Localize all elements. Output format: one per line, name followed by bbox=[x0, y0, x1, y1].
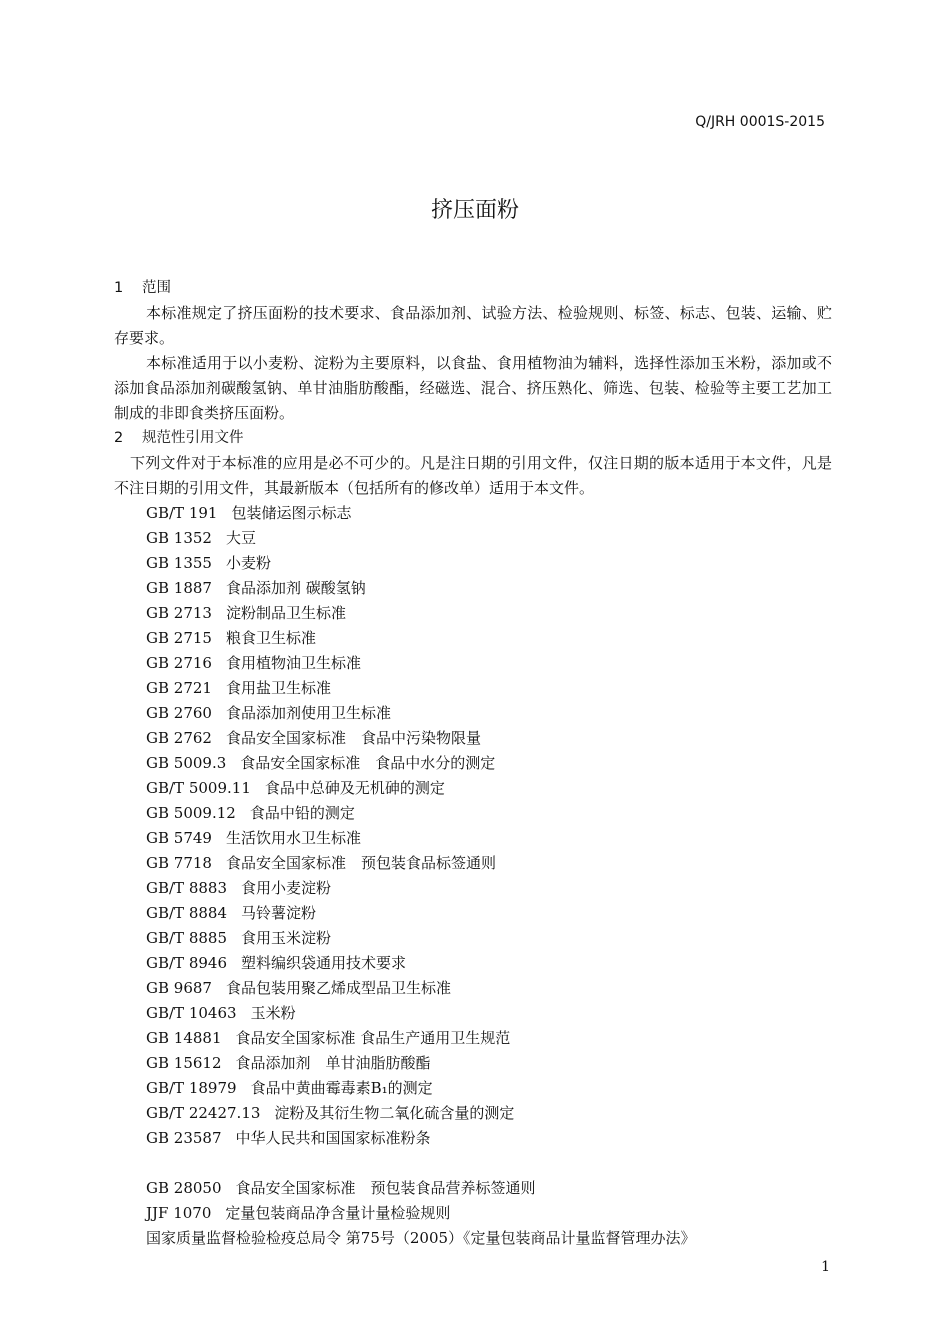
reference-title: 马铃薯淀粉 bbox=[241, 904, 317, 922]
page-number: 1 bbox=[821, 1259, 830, 1275]
reference-code: GB 2713 bbox=[146, 604, 212, 622]
page-title: 挤压面粉 bbox=[430, 198, 519, 223]
section-2-title: 规范性引用文件 bbox=[142, 430, 244, 446]
reference-title: 食用小麦淀粉 bbox=[241, 879, 332, 897]
reference-code: GB 5749 bbox=[146, 829, 212, 847]
document-body bbox=[114, 276, 832, 1251]
reference-item bbox=[146, 1076, 832, 1101]
reference-code: GB 1887 bbox=[146, 579, 212, 597]
section-1-title: 范围 bbox=[142, 280, 171, 296]
reference-code: GB 2716 bbox=[146, 654, 212, 672]
document-code: Q/JRH 0001S-2015 bbox=[695, 114, 825, 130]
reference-code: GB/T 18979 bbox=[146, 1079, 237, 1097]
reference-title: 食品安全国家标准 食品中污染物限量 bbox=[225, 729, 481, 747]
reference-item bbox=[146, 826, 832, 851]
reference-title: 食品包装用聚乙烯成型品卫生标准 bbox=[225, 979, 451, 997]
reference-title: 小麦粉 bbox=[225, 554, 271, 572]
section-2-heading bbox=[114, 426, 832, 451]
reference-title: 食品添加剂 单甘油脂肪酸酯 bbox=[235, 1054, 431, 1072]
reference-title: 生活饮用水卫生标准 bbox=[225, 829, 361, 847]
reference-code: GB 5009.3 bbox=[146, 754, 227, 772]
reference-item bbox=[146, 926, 832, 951]
reference-item bbox=[146, 976, 832, 1001]
reference-title: 食品中总砷及无机砷的测定 bbox=[264, 779, 445, 797]
reference-list-continued bbox=[114, 1176, 832, 1226]
reference-code: JJF 1070 bbox=[146, 1204, 212, 1222]
reference-code: GB/T 8883 bbox=[146, 879, 228, 897]
reference-item bbox=[146, 751, 832, 776]
reference-code: GB/T 8885 bbox=[146, 929, 228, 947]
reference-title: 食品安全国家标准 预包装食品营养标签通则 bbox=[235, 1179, 536, 1197]
reference-item bbox=[146, 876, 832, 901]
section-1-paragraph-2: 本标准适用于以小麦粉、淀粉为主要原料，以食盐、食用植物油为辅料，选择性添加玉米粉，添加或不添加食品添加剂碳酸氢钠、单甘油脂肪酸酯，经磁选、混合、挤压熟化、筛选、包装、检验等主要工艺加工制成的非即食类挤压面粉。 bbox=[114, 354, 832, 422]
reference-title: 食用玉米淀粉 bbox=[241, 929, 332, 947]
section-2-number: 2 bbox=[114, 430, 124, 446]
reference-item bbox=[146, 801, 832, 826]
reference-item bbox=[146, 1201, 832, 1226]
reference-title: 玉米粉 bbox=[250, 1004, 296, 1022]
reference-title: 粮食卫生标准 bbox=[225, 629, 316, 647]
reference-code: GB 2760 bbox=[146, 704, 212, 722]
reference-code: GB 1355 bbox=[146, 554, 212, 572]
reference-item: 国家质量监督检验检疫总局令 第75号（2005）《定量包装商品计量监督管理办法》 bbox=[146, 1229, 696, 1247]
reference-code: GB 2762 bbox=[146, 729, 212, 747]
reference-item bbox=[146, 651, 832, 676]
reference-title: 食品中铅的测定 bbox=[249, 804, 355, 822]
reference-code: GB/T 191 bbox=[146, 504, 218, 522]
reference-item bbox=[146, 726, 832, 751]
reference-code: GB 7718 bbox=[146, 854, 212, 872]
reference-list bbox=[114, 501, 832, 1151]
reference-item bbox=[146, 851, 832, 876]
reference-item bbox=[146, 601, 832, 626]
reference-title: 食品添加剂 碳酸氢钠 bbox=[225, 579, 366, 597]
section-1-number: 1 bbox=[114, 280, 124, 296]
reference-code: GB 9687 bbox=[146, 979, 212, 997]
reference-title: 食品安全国家标准 预包装食品标签通则 bbox=[225, 854, 496, 872]
reference-code: GB 14881 bbox=[146, 1029, 222, 1047]
section-1-heading bbox=[114, 276, 832, 301]
reference-item bbox=[146, 501, 832, 526]
reference-item bbox=[146, 701, 832, 726]
reference-item bbox=[146, 576, 832, 601]
reference-title: 包装储运图示标志 bbox=[231, 504, 352, 522]
reference-title: 定量包装商品净含量计量检验规则 bbox=[225, 1204, 451, 1222]
reference-item bbox=[146, 1051, 832, 1076]
reference-last-line bbox=[114, 1226, 832, 1251]
reference-item bbox=[146, 1001, 832, 1026]
reference-title: 食品中黄曲霉毒素B₁的测定 bbox=[250, 1079, 433, 1097]
reference-code: GB/T 8884 bbox=[146, 904, 228, 922]
reference-title: 食品安全国家标准 食品生产通用卫生规范 bbox=[235, 1029, 511, 1047]
reference-code: GB 23587 bbox=[146, 1129, 222, 1147]
reference-title: 食用盐卫生标准 bbox=[225, 679, 331, 697]
reference-code: GB 2721 bbox=[146, 679, 212, 697]
section-1-paragraph-1: 本标准规定了挤压面粉的技术要求、食品添加剂、试验方法、检验规则、标签、标志、包装、运输、贮存要求。 bbox=[114, 304, 832, 347]
reference-code: GB/T 8946 bbox=[146, 954, 228, 972]
reference-title: 食品安全国家标准 食品中水分的测定 bbox=[240, 754, 496, 772]
reference-code: GB/T 5009.11 bbox=[146, 779, 251, 797]
section-2-intro: 下列文件对于本标准的应用是必不可少的。凡是注日期的引用文件，仅注日期的版本适用于本文件，凡是不注日期的引用文件，其最新版本（包括所有的修改单）适用于本文件。 bbox=[114, 454, 832, 497]
reference-code: GB/T 22427.13 bbox=[146, 1104, 261, 1122]
reference-title: 塑料编织袋通用技术要求 bbox=[241, 954, 407, 972]
reference-title: 食用植物油卫生标准 bbox=[225, 654, 361, 672]
reference-title: 淀粉及其衍生物二氧化硫含量的测定 bbox=[274, 1104, 515, 1122]
reference-item bbox=[146, 951, 832, 976]
spacer bbox=[114, 1151, 832, 1176]
reference-item bbox=[146, 776, 832, 801]
reference-title: 大豆 bbox=[225, 529, 256, 547]
reference-item bbox=[146, 1176, 832, 1201]
reference-item bbox=[146, 1101, 832, 1126]
reference-item bbox=[146, 901, 832, 926]
reference-title: 中华人民共和国国家标准粉条 bbox=[235, 1129, 431, 1147]
reference-title: 食品添加剂使用卫生标准 bbox=[225, 704, 391, 722]
reference-code: GB/T 10463 bbox=[146, 1004, 237, 1022]
reference-item bbox=[146, 1126, 832, 1151]
reference-code: GB 1352 bbox=[146, 529, 212, 547]
reference-code: GB 2715 bbox=[146, 629, 212, 647]
reference-item bbox=[146, 676, 832, 701]
reference-item bbox=[146, 551, 832, 576]
reference-code: GB 28050 bbox=[146, 1179, 222, 1197]
reference-item bbox=[146, 526, 832, 551]
reference-item bbox=[146, 626, 832, 651]
reference-code: GB 15612 bbox=[146, 1054, 222, 1072]
reference-title: 淀粉制品卫生标准 bbox=[225, 604, 346, 622]
reference-code: GB 5009.12 bbox=[146, 804, 236, 822]
reference-item bbox=[146, 1026, 832, 1051]
